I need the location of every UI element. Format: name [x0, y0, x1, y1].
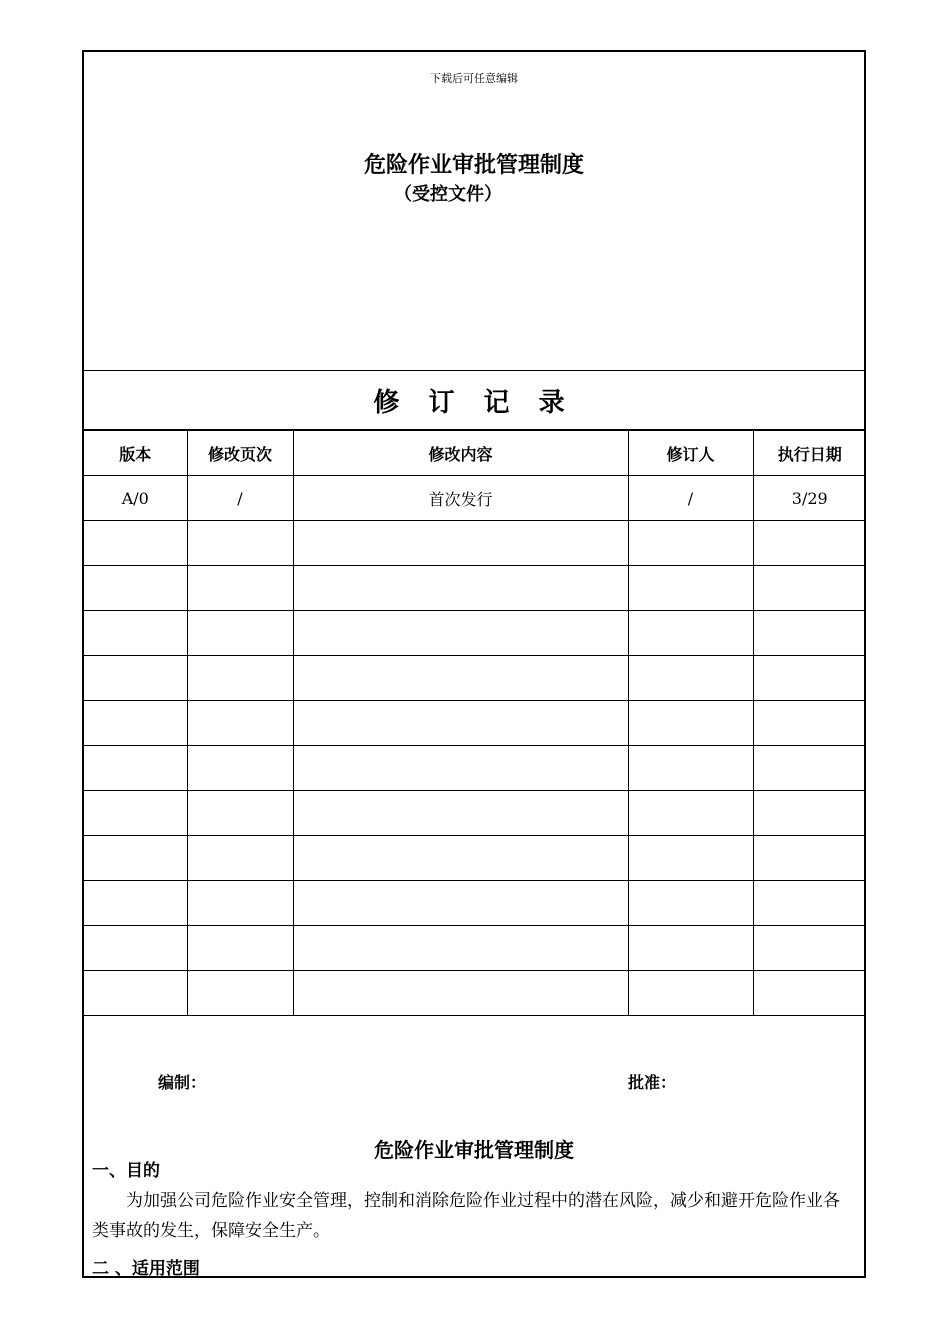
table-cell: [628, 611, 753, 656]
revision-heading: 修 订 记 录: [84, 370, 864, 430]
table-cell: [84, 971, 187, 1016]
table-cell: [628, 971, 753, 1016]
table-cell: [84, 746, 187, 791]
table-cell: [84, 791, 187, 836]
table-cell: [628, 566, 753, 611]
edit-hint: 下载后可任意编辑: [430, 72, 518, 85]
body-title: 危险作业审批管理制度: [374, 1138, 574, 1162]
table-cell: [187, 611, 293, 656]
table-cell: [187, 521, 293, 566]
section-2-title: 二 、适用范围: [92, 1259, 200, 1279]
table-row: [84, 701, 866, 746]
table-cell: [293, 791, 628, 836]
table-cell: [628, 521, 753, 566]
table-row: [84, 476, 866, 521]
table-cell: [753, 791, 866, 836]
section-1-title: 一、目的: [92, 1161, 160, 1181]
table-cell: [84, 521, 187, 566]
table-cell: [293, 971, 628, 1016]
table-cell: [293, 611, 628, 656]
table-cell: [293, 881, 628, 926]
prepared-by-label: 编制：: [158, 1073, 207, 1092]
table-cell: [293, 566, 628, 611]
table-row: [84, 926, 866, 971]
table-row: [84, 791, 866, 836]
table-cell: [628, 791, 753, 836]
table-cell: [293, 656, 628, 701]
document-subtitle: （受控文件）: [394, 184, 502, 205]
table-row: [84, 881, 866, 926]
table-row: [84, 746, 866, 791]
table-row: [84, 656, 866, 701]
table-row: [84, 836, 866, 881]
table-row: [84, 971, 866, 1016]
table-cell: [84, 566, 187, 611]
table-cell: [753, 521, 866, 566]
approved-by-label: 批准：: [628, 1073, 677, 1092]
table-cell: [753, 656, 866, 701]
table-cell: [293, 836, 628, 881]
document-title: 危险作业审批管理制度: [363, 153, 584, 178]
table-cell: [187, 746, 293, 791]
table-cell: [84, 656, 187, 701]
table-cell: 首次发行: [293, 476, 628, 521]
table-cell: [628, 746, 753, 791]
table-cell: A/0: [84, 476, 187, 521]
table-cell: 3/29: [753, 476, 866, 521]
table-cell: [293, 701, 628, 746]
table-cell: [84, 926, 187, 971]
table-cell: [293, 746, 628, 791]
table-cell: [753, 566, 866, 611]
table-cell: [187, 656, 293, 701]
table-cell: [84, 836, 187, 881]
table-cell: [84, 701, 187, 746]
table-row: [84, 566, 866, 611]
table-cell: [84, 611, 187, 656]
table-row: [84, 521, 866, 566]
table-cell: [628, 881, 753, 926]
table-cell: [628, 701, 753, 746]
col-version: 版本: [84, 431, 187, 476]
col-reviser: 修订人: [628, 431, 753, 476]
revision-rows: [84, 476, 866, 1016]
col-pages: 修改页次: [187, 431, 293, 476]
table-cell: [628, 926, 753, 971]
section-1-text: 为加强公司危险作业安全管理，控制和消除危险作业过程中的潜在风险，减少和避开危险作业各类事故的发生，保障安全生产。: [92, 1191, 840, 1241]
revision-header-row: [84, 431, 866, 476]
table-row: [84, 611, 866, 656]
table-cell: [628, 836, 753, 881]
table-cell: [84, 881, 187, 926]
table-cell: [753, 881, 866, 926]
table-cell: [753, 701, 866, 746]
col-content: 修改内容: [293, 431, 628, 476]
table-cell: [187, 926, 293, 971]
table-cell: [753, 836, 866, 881]
table-cell: [753, 971, 866, 1016]
table-cell: [753, 611, 866, 656]
table-cell: /: [187, 476, 293, 521]
table-cell: [293, 926, 628, 971]
table-cell: [187, 791, 293, 836]
table-cell: [187, 701, 293, 746]
revision-table: [84, 430, 866, 1016]
table-cell: [753, 746, 866, 791]
col-date: 执行日期: [753, 431, 866, 476]
table-cell: /: [628, 476, 753, 521]
table-cell: [187, 881, 293, 926]
table-cell: [753, 926, 866, 971]
table-cell: [187, 971, 293, 1016]
table-cell: [293, 521, 628, 566]
document-frame: [82, 50, 866, 1278]
table-cell: [628, 656, 753, 701]
table-cell: [187, 566, 293, 611]
table-cell: [187, 836, 293, 881]
